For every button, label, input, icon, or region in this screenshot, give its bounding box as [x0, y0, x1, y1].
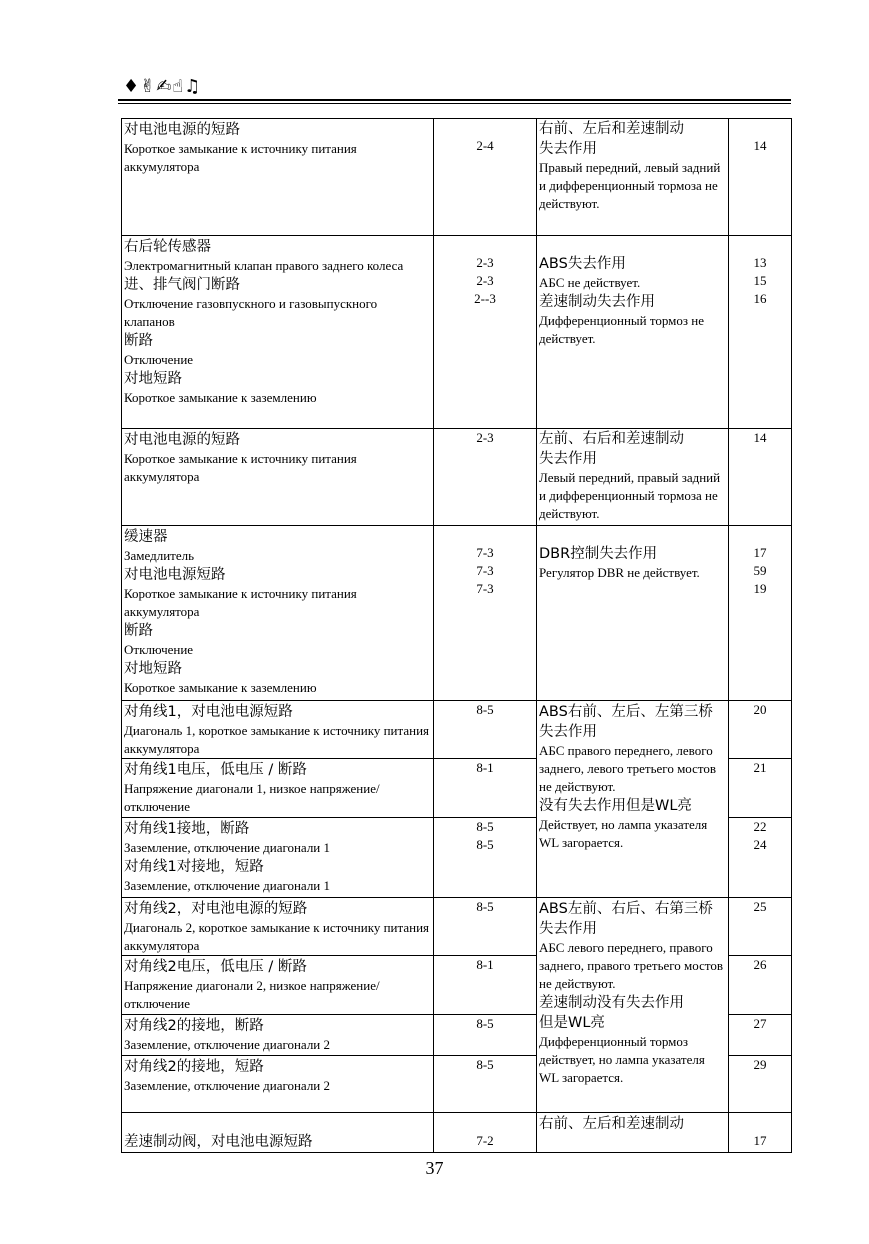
- cell-line: 失去作用: [539, 141, 597, 157]
- cell-line: 差速制动阀，对电池电源短路: [124, 1134, 313, 1150]
- table-row: [122, 429, 792, 526]
- cell-line: Диагональ 2, короткое замыкание к источнику питания аккумулятора: [124, 920, 430, 953]
- cell-line: Отключение газовпускного и газовыпускного клапанов: [124, 296, 378, 329]
- cell-line: 失去作用: [539, 724, 597, 740]
- cell-line: ABS左前、右后、右第三桥: [539, 901, 713, 917]
- code-cell: [434, 759, 537, 818]
- cell-line: 缓速器: [124, 529, 168, 545]
- table-row: [122, 236, 792, 429]
- cell-line: 对地短路: [124, 661, 182, 677]
- fault-description-cell: [122, 701, 434, 759]
- cell-line: 20: [753, 702, 767, 717]
- code-cell: [434, 119, 537, 236]
- cell-line: 2-4: [476, 138, 494, 153]
- number-cell: [729, 526, 792, 701]
- cell-line: Заземление, отключение диагонали 2: [124, 1078, 331, 1093]
- cell-line: 2--3: [474, 291, 496, 306]
- cell-line: 2-3: [476, 255, 494, 270]
- cell-line: Короткое замыкание к источнику питания аккумулятора: [124, 141, 357, 174]
- cell-line: ABS右前、左后、左第三桥: [539, 704, 713, 720]
- code-cell: [434, 526, 537, 701]
- code-cell: [434, 1056, 537, 1113]
- fault-description-cell: [122, 429, 434, 526]
- result-cell: [537, 236, 729, 429]
- number-cell: [729, 1056, 792, 1113]
- cell-line: 2-3: [476, 430, 494, 445]
- cell-line: 断路: [124, 623, 153, 639]
- number-cell: [729, 1113, 792, 1153]
- cell-line: Отключение: [124, 642, 194, 657]
- cell-line: АБС не действует.: [539, 275, 641, 290]
- code-cell: [434, 1113, 537, 1153]
- cell-line: 14: [753, 430, 767, 445]
- fault-description-cell: [122, 1113, 434, 1153]
- cell-line: 8-5: [476, 1016, 494, 1031]
- cell-line: 59: [753, 563, 767, 578]
- cell-line: 8-5: [476, 819, 494, 834]
- cell-line: 24: [753, 837, 767, 852]
- cell-line: 27: [753, 1016, 767, 1031]
- result-cell: [537, 429, 729, 526]
- result-cell: [537, 119, 729, 236]
- cell-line: АБС левого переднего, правого заднего, правого третьего мостов не действуют.: [539, 940, 724, 991]
- page-number: 37: [425, 1158, 444, 1178]
- cell-line: 16: [753, 291, 767, 306]
- header-logo: ♦✌✍☝♫: [123, 76, 202, 97]
- cell-line: 7-2: [476, 1133, 494, 1148]
- cell-line: Напряжение диагонали 1, низкое напряжение/отключение: [124, 781, 380, 814]
- number-cell: [729, 898, 792, 956]
- cell-line: Замедлитель: [124, 548, 195, 563]
- cell-line: Короткое замыкание к источнику питания аккумулятора: [124, 451, 357, 484]
- cell-line: Заземление, отключение диагонали 1: [124, 878, 331, 893]
- fault-description-cell: [122, 1056, 434, 1113]
- cell-line: 8-5: [476, 1057, 494, 1072]
- cell-line: 对角线1对接地，短路: [124, 859, 264, 875]
- result-cell: [537, 701, 729, 898]
- cell-line: Напряжение диагонали 2, низкое напряжение/отключение: [124, 978, 380, 1011]
- number-cell: [729, 956, 792, 1015]
- result-cell: [537, 1113, 729, 1153]
- cell-line: Заземление, отключение диагонали 2: [124, 1037, 331, 1052]
- cell-line: АБС правого переднего, левого заднего, левого третьего мостов не действуют.: [539, 743, 717, 794]
- table-row: [122, 701, 792, 759]
- cell-line: 7-3: [476, 545, 494, 560]
- cell-line: Действует, но лампа указателя WL загорается.: [539, 817, 708, 850]
- header-rule-thick: [118, 99, 791, 101]
- cell-line: 7-3: [476, 581, 494, 596]
- cell-line: 对电池电源短路: [124, 567, 226, 583]
- cell-line: 没有失去作用但是WL亮: [539, 798, 692, 814]
- cell-line: 差速制动失去作用: [539, 294, 655, 310]
- cell-line: 对角线2的接地，断路: [124, 1018, 264, 1034]
- cell-line: 8-1: [476, 957, 494, 972]
- cell-line: 对电池电源的短路: [124, 122, 240, 138]
- number-cell: [729, 759, 792, 818]
- cell-line: 右前、左后和差速制动: [539, 121, 684, 137]
- cell-line: 25: [753, 899, 767, 914]
- number-cell: [729, 236, 792, 429]
- code-cell: [434, 956, 537, 1015]
- cell-line: 29: [753, 1057, 767, 1072]
- cell-line: Отключение: [124, 352, 194, 367]
- cell-line: Дифференционный тормоз действует, но лампа указателя WL загорается.: [539, 1034, 705, 1085]
- fault-description-cell: [122, 898, 434, 956]
- cell-line: 但是WL亮: [539, 1015, 605, 1031]
- cell-line: Электромагнитный клапан правого заднего колеса: [124, 258, 404, 273]
- cell-line: Регулятор DBR не действует.: [539, 565, 700, 580]
- cell-line: 失去作用: [539, 451, 597, 467]
- fault-description-cell: [122, 956, 434, 1015]
- cell-line: Короткое замыкание к заземлению: [124, 680, 317, 695]
- cell-line: 对角线1，对电池电源短路: [124, 704, 293, 720]
- cell-line: Диагональ 1, короткое замыкание к источнику питания аккумулятора: [124, 723, 430, 756]
- code-cell: [434, 701, 537, 759]
- cell-line: 7-3: [476, 563, 494, 578]
- fault-description-cell: [122, 759, 434, 818]
- number-cell: [729, 429, 792, 526]
- cell-line: 对角线1接地，断路: [124, 821, 250, 837]
- table-row: [122, 526, 792, 701]
- result-cell: [537, 898, 729, 1113]
- cell-line: 对角线2，对电池电源的短路: [124, 901, 308, 917]
- cell-line: DBR控制失去作用: [539, 546, 658, 562]
- cell-line: 左前、右后和差速制动: [539, 431, 684, 447]
- cell-line: 22: [753, 819, 767, 834]
- code-cell: [434, 898, 537, 956]
- table-row: [122, 1113, 792, 1153]
- cell-line: 对角线1电压，低电压 / 断路: [124, 762, 307, 778]
- fault-description-cell: [122, 1015, 434, 1056]
- cell-line: 19: [753, 581, 767, 596]
- number-cell: [729, 818, 792, 898]
- cell-line: 26: [753, 957, 767, 972]
- number-cell: [729, 701, 792, 759]
- cell-line: 13: [753, 255, 767, 270]
- fault-description-cell: [122, 818, 434, 898]
- fault-table: [121, 118, 792, 1153]
- header-rule-thin: [118, 103, 791, 104]
- table-row: [122, 898, 792, 956]
- cell-line: 2-3: [476, 273, 494, 288]
- table-row: [122, 119, 792, 236]
- number-cell: [729, 1015, 792, 1056]
- code-cell: [434, 429, 537, 526]
- cell-line: Короткое замыкание к заземлению: [124, 390, 317, 405]
- fault-description-cell: [122, 526, 434, 701]
- cell-line: 8-5: [476, 702, 494, 717]
- cell-line: Правый передний, левый задний и дифференционный тормоза не действуют.: [539, 160, 721, 211]
- code-cell: [434, 236, 537, 429]
- cell-line: 对角线2的接地，短路: [124, 1059, 264, 1075]
- cell-line: 进、排气阀门断路: [124, 277, 240, 293]
- cell-line: 14: [753, 138, 767, 153]
- cell-line: 右后轮传感器: [124, 239, 211, 255]
- cell-line: 对角线2电压，低电压 / 断路: [124, 959, 307, 975]
- fault-description-cell: [122, 119, 434, 236]
- cell-line: 失去作用: [539, 921, 597, 937]
- cell-line: 17: [753, 1133, 767, 1148]
- cell-line: Заземление, отключение диагонали 1: [124, 840, 331, 855]
- cell-line: 对电池电源的短路: [124, 432, 240, 448]
- fault-description-cell: [122, 236, 434, 429]
- cell-line: Дифференционный тормоз не действует.: [539, 313, 705, 346]
- code-cell: [434, 818, 537, 898]
- cell-line: 21: [753, 760, 767, 775]
- cell-line: Левый передний, правый задний и дифференционный тормоза не действуют.: [539, 470, 721, 521]
- cell-line: 8-5: [476, 899, 494, 914]
- number-cell: [729, 119, 792, 236]
- cell-line: 断路: [124, 333, 153, 349]
- cell-line: 8-5: [476, 837, 494, 852]
- cell-line: 对地短路: [124, 371, 182, 387]
- cell-line: ABS失去作用: [539, 256, 626, 272]
- cell-line: 8-1: [476, 760, 494, 775]
- cell-line: 15: [753, 273, 767, 288]
- result-cell: [537, 526, 729, 701]
- cell-line: Короткое замыкание к источнику питания аккумулятора: [124, 586, 357, 619]
- code-cell: [434, 1015, 537, 1056]
- cell-line: 右前、左后和差速制动: [539, 1116, 684, 1132]
- cell-line: 17: [753, 545, 767, 560]
- cell-line: 差速制动没有失去作用: [539, 995, 684, 1011]
